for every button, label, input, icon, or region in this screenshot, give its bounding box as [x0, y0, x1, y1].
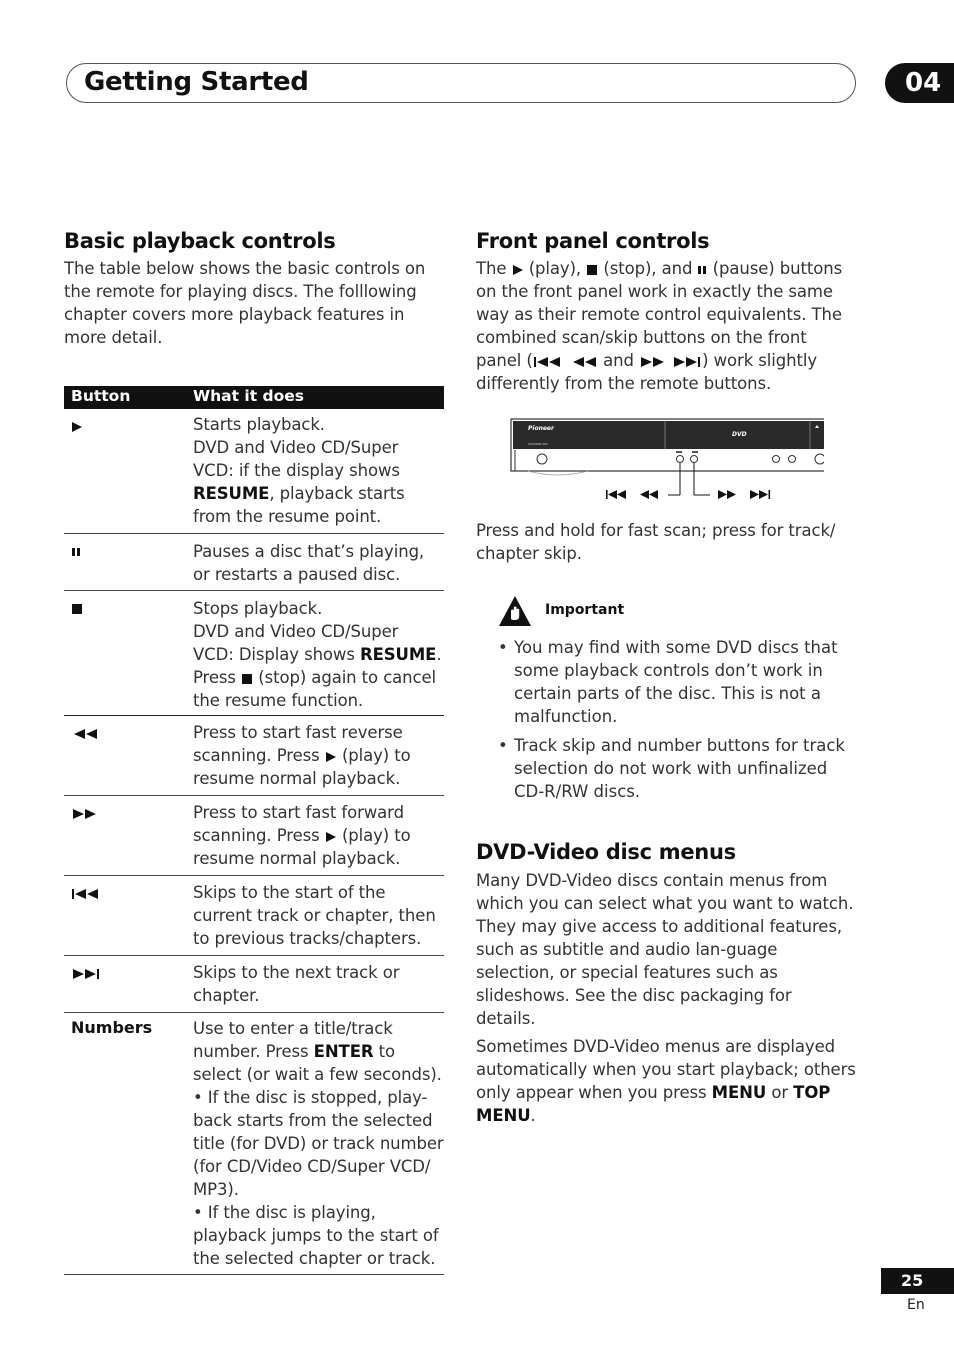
dvd-menus-paragraph-1: Many DVD-Video discs contain menus from which you can select what you want to watch. They may give access to additional features, such as subtitle and audio lan-guage selection, or special features such as slideshows. See the disc packaging for details.: [476, 871, 854, 1028]
text-part: and: [603, 351, 634, 370]
play-icon: [71, 417, 83, 435]
scan-caption: Press and hold for fast scan; press for track/ chapter skip.: [476, 521, 836, 563]
row-text: Pauses a disc that’s playing, or restarts a paused disc.: [193, 542, 425, 584]
brand-logo: Pioneer: [528, 425, 554, 432]
table-row: [64, 956, 444, 1013]
table-row: [64, 534, 444, 591]
fast-forward-icon: [718, 490, 736, 499]
row-text: Skips to the start of the current track or chapter, then to previous tracks/chapters.: [193, 883, 436, 948]
warning-hand-icon: [498, 595, 532, 627]
pause-icon: [697, 265, 707, 275]
play-icon: [512, 264, 524, 276]
rewind-icon: [640, 490, 658, 499]
table-row: [64, 716, 444, 796]
text-part: (stop), and: [603, 259, 693, 278]
row-text: [193, 1017, 444, 1086]
text-part: ) work slightly differently from the remote buttons.: [476, 351, 818, 393]
row-text-part: Press to start fast forward scanning. Press: [193, 803, 404, 845]
page-number: 25: [881, 1268, 954, 1294]
language-code: En: [907, 1297, 925, 1313]
text-part: .: [530, 1106, 536, 1125]
fast-forward-icon: [71, 804, 99, 822]
chapter-badge: 04: [885, 63, 954, 103]
text-part: The: [476, 259, 507, 278]
row-text-part: . Press: [193, 645, 442, 687]
row-text: • If the disc is playing, playback jumps to the start of the selected chapter or track.: [193, 1203, 439, 1268]
row-text: Skips to the next track or chapter.: [193, 963, 400, 1005]
important-bullets: [496, 636, 856, 809]
row-text-part: Press to start fast reverse scanning. Press: [193, 723, 403, 765]
table-row: [64, 876, 444, 956]
rewind-icon: [570, 356, 598, 368]
text-part: Sometimes DVD-Video menus are displayed automatically when you start playback; others only appear when you press: [476, 1037, 856, 1102]
table-row: [64, 1013, 444, 1275]
rewind-icon: [71, 724, 99, 742]
table-header: [64, 386, 444, 409]
pause-icon: [71, 542, 81, 560]
row-text-part: to select (or wait a few seconds).: [193, 1042, 442, 1084]
page-title: Getting Started: [84, 67, 309, 97]
skip-previous-icon: [71, 884, 103, 902]
dvd-logo: DVD: [732, 431, 747, 438]
table-row: [64, 796, 444, 876]
text-bold: MENU: [711, 1083, 767, 1102]
table-row: [64, 409, 444, 534]
row-text-part: Use to enter a title/track number. Press: [193, 1019, 393, 1061]
row-text-part: (play) to resume normal playback.: [193, 826, 411, 868]
row-text: Stops playback.: [193, 599, 323, 618]
basic-playback-heading: Basic playback controls: [64, 229, 336, 253]
row-text-part: DVD and Video CD/Super VCD: if the display shows: [193, 438, 400, 480]
numbers-button-label: Numbers: [71, 1018, 153, 1037]
col-what-it-does: What it does: [193, 387, 304, 405]
text-part: (play),: [528, 259, 582, 278]
front-panel-paragraph: [476, 257, 856, 395]
skip-previous-icon: [533, 356, 565, 368]
row-text-part: (play) to resume normal playback.: [193, 746, 411, 788]
dvd-menus-heading: DVD-Video disc menus: [476, 840, 736, 864]
row-text: [193, 620, 444, 712]
text-bold: TOP MENU: [476, 1083, 831, 1125]
list-item: • You may find with some DVD discs that some playback controls don’t work in certain parts of the disc. This is not a malfunction.: [496, 636, 856, 728]
text-part: or: [771, 1083, 789, 1102]
stop-icon: [71, 599, 83, 617]
skip-next-icon: [672, 356, 702, 368]
dvd-player-front-panel-illustration: [510, 417, 824, 502]
skip-next-icon: [750, 490, 770, 499]
stop-icon: [241, 673, 253, 685]
skip-previous-icon: [606, 490, 626, 499]
row-text-part: DVD and Video CD/Super VCD: Display shows: [193, 622, 399, 664]
table-row: [64, 591, 444, 716]
skip-next-icon: [71, 964, 103, 982]
text-part: (pause) buttons on the front panel work in exactly the same way as their remote control equivalents. The combined scan/skip buttons on the front panel (: [476, 259, 843, 370]
standby-label: STANDBY/ON: [528, 442, 548, 446]
play-icon: [325, 751, 337, 763]
front-panel-heading: Front panel controls: [476, 229, 710, 253]
row-text-bold: RESUME: [193, 484, 270, 503]
important-label: Important: [545, 602, 625, 618]
play-icon: [325, 831, 337, 843]
controls-table: [64, 386, 444, 1275]
row-text: • If the disc is stopped, play-back starts from the selected title (for DVD) or track number (for CD/Video CD/Super VCD/ MP3).: [193, 1088, 444, 1199]
list-item: • Track skip and number buttons for track selection do not work with unfinalized CD-R/RW discs.: [496, 734, 856, 803]
row-text-bold: ENTER: [313, 1042, 374, 1061]
stop-icon: [586, 264, 598, 276]
dvd-menus-paragraph-2: [476, 1035, 856, 1127]
fast-forward-icon: [639, 356, 667, 368]
basic-intro: The table below shows the basic controls on the remote for playing discs. The folllowing chapter covers more playback features in more detail.: [64, 259, 426, 347]
col-button: Button: [71, 387, 131, 405]
row-text-bold: RESUME: [359, 645, 437, 664]
row-text: Starts playback.: [193, 415, 325, 434]
row-text: [193, 436, 444, 528]
row-text-part: (stop) again to cancel the resume function.: [193, 668, 437, 710]
row-text-part: , playback starts from the resume point.: [193, 484, 405, 526]
